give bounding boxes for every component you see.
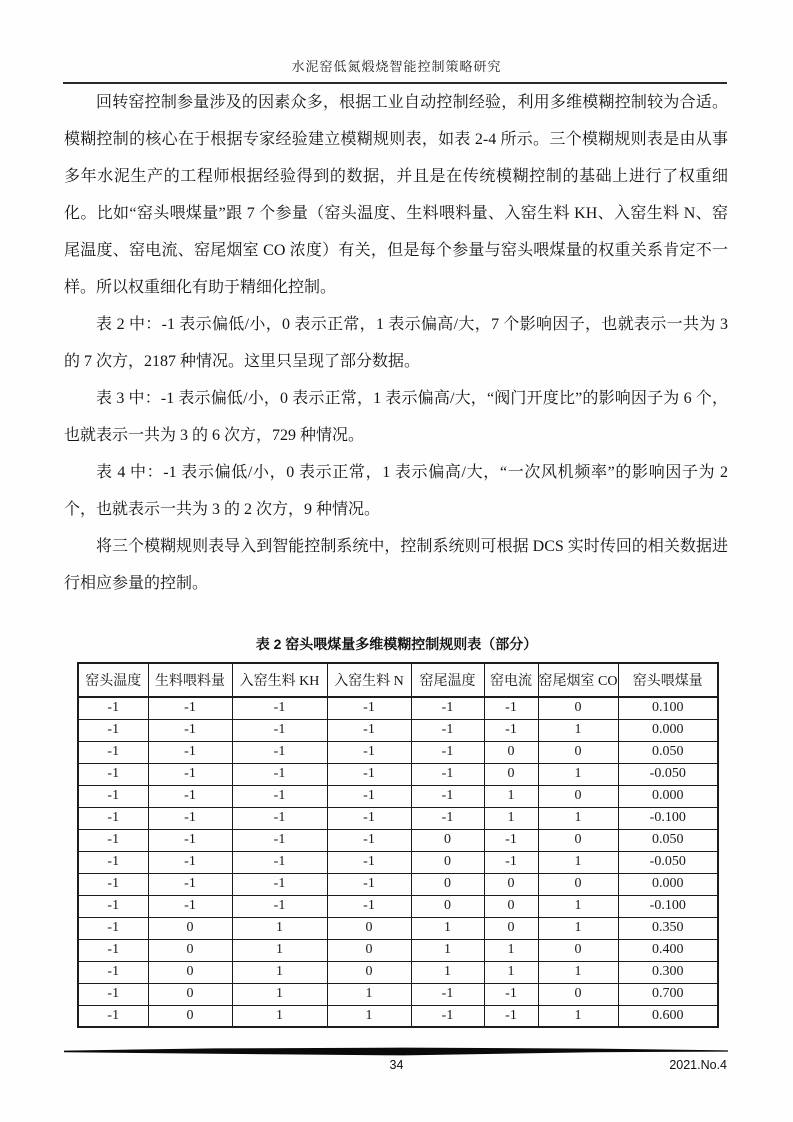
table-cell: -1 — [411, 983, 484, 1005]
paragraph: 回转窑控制参量涉及的因素众多，根据工业自动控制经验，利用多维模糊控制较为合适。模糊控制的核心在于根据专家经验建立模糊规则表，如表 2-4 所示。三个模糊规则表是由从事多年水泥生产的工程师根据经验得到的数据，并且是在传统模糊控制的基础上进行了权重细化。比如“窑头喂煤量”跟 7 个参量（窑头温度、生料喂料量、入窑生料 KH、入窑生料 N、窑尾温度、窑电流、窑尾烟室 CO 浓度）有关，但是每个参量与窑头喂煤量的权重关系肯定不一样。所以权重细化有助于精细化控制。 — [64, 94, 728, 296]
table-cell: 1 — [538, 807, 618, 829]
table-row — [78, 763, 718, 785]
table-cell: 1 — [232, 983, 327, 1005]
table-cell: 0.000 — [618, 785, 718, 807]
table-cell: -1 — [78, 763, 148, 785]
table-cell: -1 — [232, 763, 327, 785]
table-cell: -1 — [78, 873, 148, 895]
paragraph: 表 2 中：-1 表示偏低/小，0 表示正常，1 表示偏高/大，7 个影响因子，也就表示一共为 3 的 7 次方，2187 种情况。这里只呈现了部分数据。 — [64, 316, 728, 370]
table-cell: -1 — [78, 961, 148, 983]
column-header: 窑电流 — [484, 663, 538, 697]
table-cell: -1 — [232, 807, 327, 829]
table-cell: 1 — [327, 1005, 411, 1027]
table-row — [78, 939, 718, 961]
table-cell: 1 — [538, 1005, 618, 1027]
body-text — [64, 84, 728, 634]
table-cell: -1 — [78, 939, 148, 961]
table-cell: -1 — [78, 807, 148, 829]
table-cell: 0 — [148, 939, 232, 961]
table-cell: 0.350 — [618, 917, 718, 939]
table-cell: 1 — [327, 983, 411, 1005]
table-cell: -1 — [78, 785, 148, 807]
table-cell: 0 — [327, 939, 411, 961]
table-caption: 表 2 窑头喂煤量多维模糊控制规则表（部分） — [255, 636, 538, 652]
table-cell: -1 — [327, 873, 411, 895]
table-cell: -1 — [232, 719, 327, 741]
table-cell: 0 — [411, 829, 484, 851]
table-cell: -1 — [148, 873, 232, 895]
column-header: 生料喂料量 — [148, 663, 232, 697]
column-header: 入窑生料 KH — [232, 663, 327, 697]
table-cell: -1 — [148, 719, 232, 741]
table-cell: 0 — [538, 829, 618, 851]
table-row — [78, 961, 718, 983]
table-cell: -1 — [78, 851, 148, 873]
table-cell: 1 — [232, 1005, 327, 1027]
table-cell: 0 — [148, 917, 232, 939]
footer-rule — [64, 1047, 728, 1057]
table-cell: 0 — [484, 917, 538, 939]
table-cell: 1 — [411, 961, 484, 983]
paragraph: 将三个模糊规则表导入到智能控制系统中，控制系统则可根据 DCS 实时传回的相关数据进行相应参量的控制。 — [64, 538, 728, 592]
table-cell: -1 — [411, 807, 484, 829]
table-cell: -1 — [411, 697, 484, 719]
fuzzy-rule-table — [77, 662, 719, 1028]
table-cell: -1 — [78, 1005, 148, 1027]
table-cell: -1 — [78, 917, 148, 939]
table-cell: 0 — [411, 895, 484, 917]
table-cell: 1 — [232, 961, 327, 983]
table-cell: -1 — [148, 697, 232, 719]
table-cell: 1 — [484, 785, 538, 807]
table-cell: -1 — [232, 873, 327, 895]
table-cell: -1 — [411, 1005, 484, 1027]
table-cell: -1 — [78, 719, 148, 741]
table-row — [78, 895, 718, 917]
table-cell: 1 — [484, 807, 538, 829]
table-cell: 0 — [148, 1005, 232, 1027]
table-cell: 0 — [484, 895, 538, 917]
table-cell: -1 — [148, 741, 232, 763]
table-cell: 0 — [538, 939, 618, 961]
column-header: 窑头温度 — [78, 663, 148, 697]
table-header-row — [78, 663, 718, 697]
table-body — [78, 697, 718, 1027]
table-cell: 0 — [148, 983, 232, 1005]
table-cell: 0.100 — [618, 697, 718, 719]
table-cell: -1 — [327, 763, 411, 785]
table-cell: -1 — [411, 763, 484, 785]
table-cell: 0.000 — [618, 719, 718, 741]
table-cell: -1 — [327, 719, 411, 741]
table-cell: 0 — [327, 917, 411, 939]
column-header: 窑头喂煤量 — [618, 663, 718, 697]
table-cell: 1 — [538, 851, 618, 873]
table-cell: 1 — [411, 939, 484, 961]
table-cell: 0 — [411, 873, 484, 895]
table-cell: -1 — [232, 829, 327, 851]
table-cell: 1 — [484, 961, 538, 983]
table-cell: 0.300 — [618, 961, 718, 983]
running-title: 水泥窑低氮煅烧智能控制策略研究 — [291, 59, 502, 74]
column-header: 窑尾温度 — [411, 663, 484, 697]
table-row — [78, 785, 718, 807]
table-cell: -1 — [327, 785, 411, 807]
table-cell: -1 — [411, 741, 484, 763]
table-cell: 0.000 — [618, 873, 718, 895]
table-cell: 1 — [538, 719, 618, 741]
table-cell: -0.100 — [618, 895, 718, 917]
paragraph: 表 3 中：-1 表示偏低/小，0 表示正常，1 表示偏高/大，“阀门开度比”的影响因子为 6 个，也就表示一共为 3 的 6 次方，729 种情况。 — [64, 390, 728, 444]
table-row — [78, 917, 718, 939]
paragraph: 表 4 中：-1 表示偏低/小，0 表示正常，1 表示偏高/大，“一次风机频率”的影响因子为 2 个，也就表示一共为 3 的 2 次方，9 种情况。 — [64, 464, 728, 518]
table-cell: -1 — [232, 851, 327, 873]
table-cell: -0.100 — [618, 807, 718, 829]
table-cell: -1 — [327, 829, 411, 851]
table-cell: -1 — [78, 697, 148, 719]
table-cell: 0.050 — [618, 829, 718, 851]
table-cell: 0 — [538, 741, 618, 763]
table-cell: 0 — [484, 873, 538, 895]
table-cell: -1 — [327, 741, 411, 763]
table-cell: -1 — [232, 697, 327, 719]
table-cell: -1 — [484, 983, 538, 1005]
table-cell: 1 — [411, 917, 484, 939]
table-cell: 1 — [538, 961, 618, 983]
table-cell: 0 — [484, 763, 538, 785]
table-cell: -1 — [148, 829, 232, 851]
table-row — [78, 1005, 718, 1027]
table-cell: -1 — [148, 763, 232, 785]
table-row — [78, 807, 718, 829]
table-row — [78, 719, 718, 741]
table-cell: -1 — [484, 1005, 538, 1027]
issue-label: 2021.No.4 — [669, 1058, 727, 1072]
table-cell: 0 — [538, 697, 618, 719]
table-cell: 0 — [538, 983, 618, 1005]
table-cell: -1 — [232, 785, 327, 807]
table-row — [78, 829, 718, 851]
table-cell: -1 — [148, 851, 232, 873]
table-cell: -1 — [78, 983, 148, 1005]
table-cell: 0.700 — [618, 983, 718, 1005]
table-cell: 0.050 — [618, 741, 718, 763]
table-row — [78, 851, 718, 873]
column-header: 入窑生料 N — [327, 663, 411, 697]
table-cell: -1 — [78, 741, 148, 763]
table-cell: 1 — [538, 917, 618, 939]
table-row — [78, 873, 718, 895]
table-cell: -1 — [327, 851, 411, 873]
table-cell: -1 — [327, 807, 411, 829]
table-cell: -1 — [327, 697, 411, 719]
table-cell: 1 — [232, 917, 327, 939]
table-cell: -1 — [484, 719, 538, 741]
table-cell: 1 — [484, 939, 538, 961]
table-cell: 0 — [538, 785, 618, 807]
table-cell: -1 — [232, 895, 327, 917]
table-cell: 0 — [538, 873, 618, 895]
table-row — [78, 697, 718, 719]
table-cell: -1 — [411, 719, 484, 741]
table-row — [78, 741, 718, 763]
table-cell: 1 — [232, 939, 327, 961]
column-header: 窑尾烟室 CO — [538, 663, 618, 697]
table-cell: 0.400 — [618, 939, 718, 961]
table-cell: 1 — [538, 895, 618, 917]
table-cell: 0 — [148, 961, 232, 983]
table-cell: -1 — [327, 895, 411, 917]
table-cell: 0 — [411, 851, 484, 873]
table-cell: -1 — [148, 807, 232, 829]
table-cell: -1 — [411, 785, 484, 807]
table-cell: -1 — [148, 785, 232, 807]
table-cell: -1 — [484, 851, 538, 873]
table-cell: 0 — [327, 961, 411, 983]
table-cell: -0.050 — [618, 851, 718, 873]
table-cell: -1 — [232, 741, 327, 763]
table-cell: -0.050 — [618, 763, 718, 785]
table-cell: -1 — [148, 895, 232, 917]
table-cell: -1 — [78, 829, 148, 851]
page-number: 34 — [389, 1058, 404, 1072]
table-cell: -1 — [484, 697, 538, 719]
table-cell: 0 — [484, 741, 538, 763]
table-cell: -1 — [484, 829, 538, 851]
table-cell: 0.600 — [618, 1005, 718, 1027]
table-cell: -1 — [78, 895, 148, 917]
table-row — [78, 983, 718, 1005]
table-cell: 1 — [538, 763, 618, 785]
